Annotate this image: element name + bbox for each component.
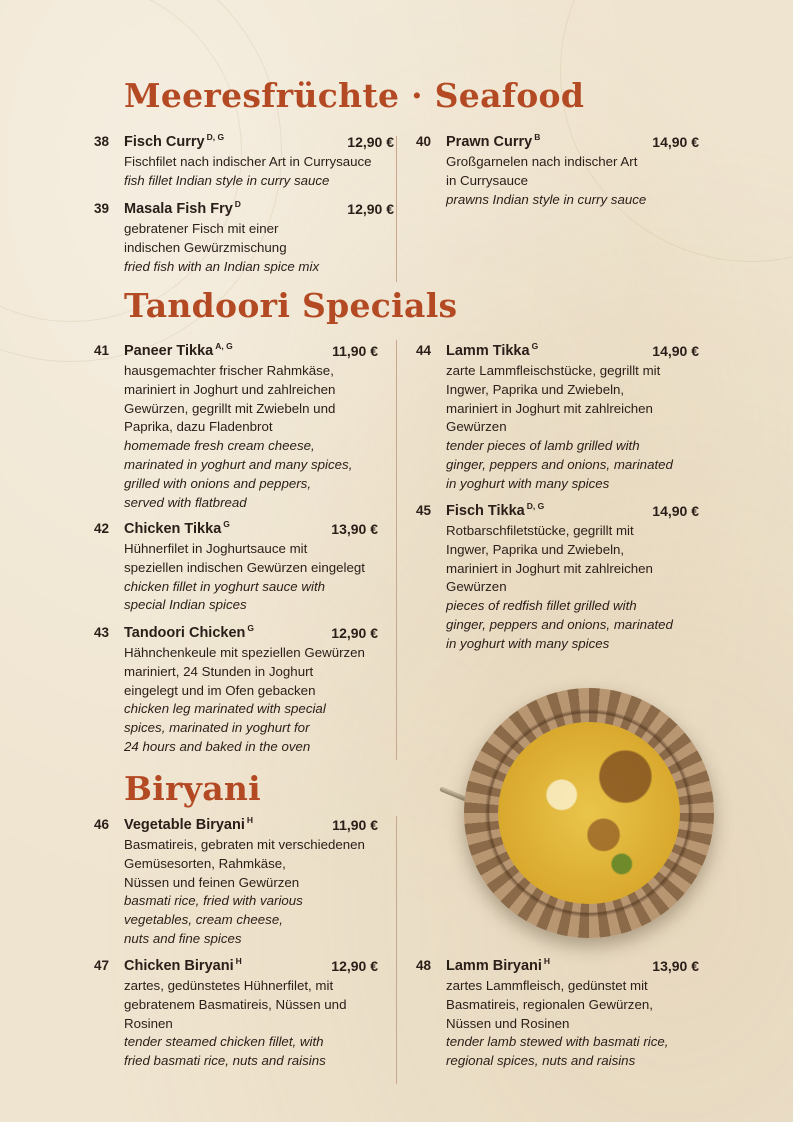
description-english: regional spices, nuts and raisins bbox=[446, 1053, 636, 1069]
item-name-text: Chicken Biryani bbox=[124, 958, 234, 974]
allergen-codes: D, G bbox=[206, 132, 225, 142]
description-english: chicken fillet in yoghurt sauce with bbox=[124, 578, 326, 594]
column-divider bbox=[396, 816, 397, 1084]
menu-item bbox=[94, 957, 378, 1071]
allergen-codes: B bbox=[534, 132, 541, 142]
item-description bbox=[416, 153, 699, 209]
item-number: 43 bbox=[94, 625, 110, 640]
description-german: mariniert, 24 Stunden in Joghurt bbox=[124, 663, 314, 679]
item-name-text: Fisch Tikka bbox=[446, 503, 525, 519]
item-price: 12,90 € bbox=[347, 134, 394, 150]
menu-item bbox=[94, 816, 378, 949]
description-english: fried fish with an Indian spice mix bbox=[124, 258, 320, 274]
item-header-row bbox=[94, 200, 394, 220]
item-description bbox=[416, 977, 699, 1071]
item-number: 38 bbox=[94, 134, 110, 149]
description-german: mariniert in Joghurt mit zahlreichen bbox=[446, 560, 653, 576]
item-description bbox=[94, 644, 378, 757]
description-english: ginger, peppers and onions, marinated bbox=[446, 456, 673, 472]
item-price: 11,90 € bbox=[332, 343, 378, 359]
description-german: Basmatireis, regionalen Gewürzen, bbox=[446, 996, 653, 1012]
description-german: Großgarnelen nach indischer Art bbox=[446, 154, 638, 169]
allergen-codes: H bbox=[235, 956, 242, 966]
column-divider bbox=[396, 340, 397, 760]
section-title-biryani: Biryani bbox=[124, 769, 262, 808]
description-english: tender steamed chicken fillet, with bbox=[124, 1034, 324, 1050]
description-german: eingelegt und im Ofen gebacken bbox=[124, 682, 316, 698]
item-price: 12,90 € bbox=[331, 625, 378, 641]
menu-item bbox=[416, 133, 699, 209]
item-number: 44 bbox=[416, 343, 432, 358]
description-english: vegetables, cream cheese, bbox=[124, 912, 283, 928]
background-ornament bbox=[560, 0, 793, 262]
description-german: Hühnerfilet in Joghurtsauce mit bbox=[124, 541, 308, 556]
item-header-row bbox=[94, 342, 378, 362]
item-name bbox=[124, 342, 233, 362]
item-description bbox=[94, 153, 394, 191]
item-header-row bbox=[94, 624, 378, 644]
item-name bbox=[124, 957, 242, 977]
item-price: 14,90 € bbox=[652, 503, 699, 519]
item-name-text: Paneer Tikka bbox=[124, 343, 214, 359]
item-name bbox=[446, 342, 538, 362]
item-name bbox=[124, 816, 253, 836]
description-german: mariniert in Joghurt mit zahlreichen bbox=[446, 400, 653, 416]
description-german: Hähnchenkeule mit speziellen Gewürzen bbox=[124, 645, 365, 660]
item-header-row bbox=[416, 342, 699, 362]
menu-item bbox=[94, 200, 394, 276]
item-name bbox=[446, 957, 550, 977]
description-english: in yoghurt with many spices bbox=[446, 475, 610, 491]
allergen-codes: D, G bbox=[526, 501, 545, 511]
allergen-codes: G bbox=[531, 341, 539, 351]
section-title-tandoori: Tandoori Specials bbox=[124, 286, 458, 325]
description-english: fried basmati rice, nuts and raisins bbox=[124, 1053, 326, 1069]
description-german: hausgemachter frischer Rahmkäse, bbox=[124, 363, 334, 378]
item-description bbox=[416, 362, 699, 494]
item-price: 12,90 € bbox=[347, 201, 394, 217]
description-german: Rosinen bbox=[124, 1015, 173, 1031]
item-header-row bbox=[94, 957, 378, 977]
description-english: tender lamb stewed with basmati rice, bbox=[446, 1034, 669, 1050]
biryani-dish-photo bbox=[464, 688, 714, 938]
allergen-codes: A, G bbox=[215, 341, 233, 351]
description-german: Gewürzen bbox=[446, 419, 507, 435]
description-german: gebratenem Basmatireis, Nüssen und bbox=[124, 996, 347, 1012]
description-german: in Currysauce bbox=[446, 172, 529, 188]
item-name bbox=[124, 133, 224, 153]
item-name-text: Fisch Curry bbox=[124, 134, 205, 150]
description-english: prawns Indian style in curry sauce bbox=[446, 191, 647, 207]
description-english: fish fillet Indian style in curry sauce bbox=[124, 172, 330, 188]
item-price: 11,90 € bbox=[332, 817, 378, 833]
item-header-row bbox=[416, 957, 699, 977]
allergen-codes: G bbox=[223, 519, 230, 529]
description-english: ginger, peppers and onions, marinated bbox=[446, 616, 673, 632]
item-number: 39 bbox=[94, 201, 110, 216]
item-description bbox=[94, 540, 378, 615]
description-german: Gewürzen, gegrillt mit Zwiebeln und bbox=[124, 400, 336, 416]
item-name-text: Masala Fish Fry bbox=[124, 201, 233, 217]
item-header-row bbox=[94, 520, 378, 540]
item-number: 46 bbox=[94, 817, 110, 832]
description-english: tender pieces of lamb grilled with bbox=[446, 438, 640, 454]
item-header-row bbox=[416, 133, 699, 153]
item-name-text: Prawn Curry bbox=[446, 134, 533, 150]
description-german: Ingwer, Paprika und Zwiebeln, bbox=[446, 381, 625, 397]
menu-item bbox=[416, 342, 699, 494]
item-name-text: Lamm Tikka bbox=[446, 343, 530, 359]
description-english: special Indian spices bbox=[124, 597, 247, 613]
menu-item bbox=[94, 133, 394, 191]
allergen-codes: H bbox=[543, 956, 551, 966]
description-german: gebratener Fisch mit einer bbox=[124, 221, 279, 236]
description-german: Gemüsesorten, Rahmkäse, bbox=[124, 855, 286, 871]
biryani-rice bbox=[498, 722, 680, 904]
item-number: 45 bbox=[416, 503, 432, 518]
section-title-seafood: Meeresfrüchte · Seafood bbox=[124, 76, 585, 115]
item-number: 41 bbox=[94, 343, 110, 358]
description-german: Ingwer, Paprika und Zwiebeln, bbox=[446, 541, 625, 557]
item-description bbox=[416, 522, 699, 654]
item-description bbox=[94, 220, 394, 276]
item-price: 13,90 € bbox=[331, 521, 378, 537]
description-english: spices, marinated in yoghurt for bbox=[124, 720, 310, 736]
description-english: basmati rice, fried with various bbox=[124, 893, 303, 909]
menu-item bbox=[94, 624, 378, 757]
item-number: 42 bbox=[94, 521, 110, 536]
description-german: indischen Gewürzmischung bbox=[124, 239, 287, 255]
allergen-codes: H bbox=[246, 815, 254, 825]
item-number: 40 bbox=[416, 134, 432, 149]
description-german: Basmatireis, gebraten mit verschiedenen bbox=[124, 837, 365, 852]
item-name bbox=[124, 520, 230, 540]
item-header-row bbox=[94, 816, 378, 836]
description-german: zartes Lammfleisch, gedünstet mit bbox=[446, 978, 648, 993]
item-name bbox=[446, 133, 540, 153]
item-name-text: Lamm Biryani bbox=[446, 958, 542, 974]
menu-item bbox=[416, 957, 699, 1071]
item-description bbox=[94, 836, 378, 949]
item-description bbox=[94, 977, 378, 1071]
menu-item bbox=[94, 342, 378, 512]
item-name bbox=[446, 502, 544, 522]
item-header-row bbox=[416, 502, 699, 522]
item-price: 13,90 € bbox=[652, 958, 699, 974]
description-german: Gewürzen bbox=[446, 579, 507, 595]
menu-item bbox=[94, 520, 378, 615]
description-english: homemade fresh cream cheese, bbox=[124, 438, 315, 454]
item-name bbox=[124, 200, 241, 220]
description-english: marinated in yoghurt and many spices, bbox=[124, 456, 353, 472]
description-english: pieces of redfish fillet grilled with bbox=[446, 598, 637, 614]
allergen-codes: G bbox=[247, 623, 255, 633]
description-english: in yoghurt with many spices bbox=[446, 635, 610, 651]
description-german: zartes, gedünstetes Hühnerfilet, mit bbox=[124, 978, 334, 993]
description-german: mariniert in Joghurt und zahlreichen bbox=[124, 381, 336, 397]
item-name bbox=[124, 624, 254, 644]
description-english: served with flatbread bbox=[124, 494, 247, 510]
description-german: Rotbarschfiletstücke, gegrillt mit bbox=[446, 523, 634, 538]
item-header-row bbox=[94, 133, 394, 153]
description-german: Fischfilet nach indischer Art in Currysauce bbox=[124, 154, 372, 169]
description-english: grilled with onions and peppers, bbox=[124, 475, 312, 491]
item-name-text: Vegetable Biryani bbox=[124, 817, 245, 833]
item-number: 48 bbox=[416, 958, 432, 973]
description-english: 24 hours and baked in the oven bbox=[124, 738, 311, 754]
item-description bbox=[94, 362, 378, 512]
item-name-text: Chicken Tikka bbox=[124, 521, 222, 537]
description-german: Paprika, dazu Fladenbrot bbox=[124, 419, 273, 435]
allergen-codes: D bbox=[234, 199, 241, 209]
item-name-text: Tandoori Chicken bbox=[124, 625, 246, 641]
item-price: 12,90 € bbox=[331, 958, 378, 974]
description-english: chicken leg marinated with special bbox=[124, 701, 326, 717]
description-german: zarte Lammfleischstücke, gegrillt mit bbox=[446, 363, 661, 378]
item-price: 14,90 € bbox=[652, 343, 699, 359]
description-english: nuts and fine spices bbox=[124, 930, 242, 946]
menu-item bbox=[416, 502, 699, 654]
description-german: Nüssen und Rosinen bbox=[446, 1015, 570, 1031]
item-number: 47 bbox=[94, 958, 110, 973]
description-german: Nüssen und feinen Gewürzen bbox=[124, 874, 300, 890]
item-price: 14,90 € bbox=[652, 134, 699, 150]
column-divider bbox=[396, 136, 397, 282]
description-german: speziellen indischen Gewürzen eingelegt bbox=[124, 559, 365, 575]
